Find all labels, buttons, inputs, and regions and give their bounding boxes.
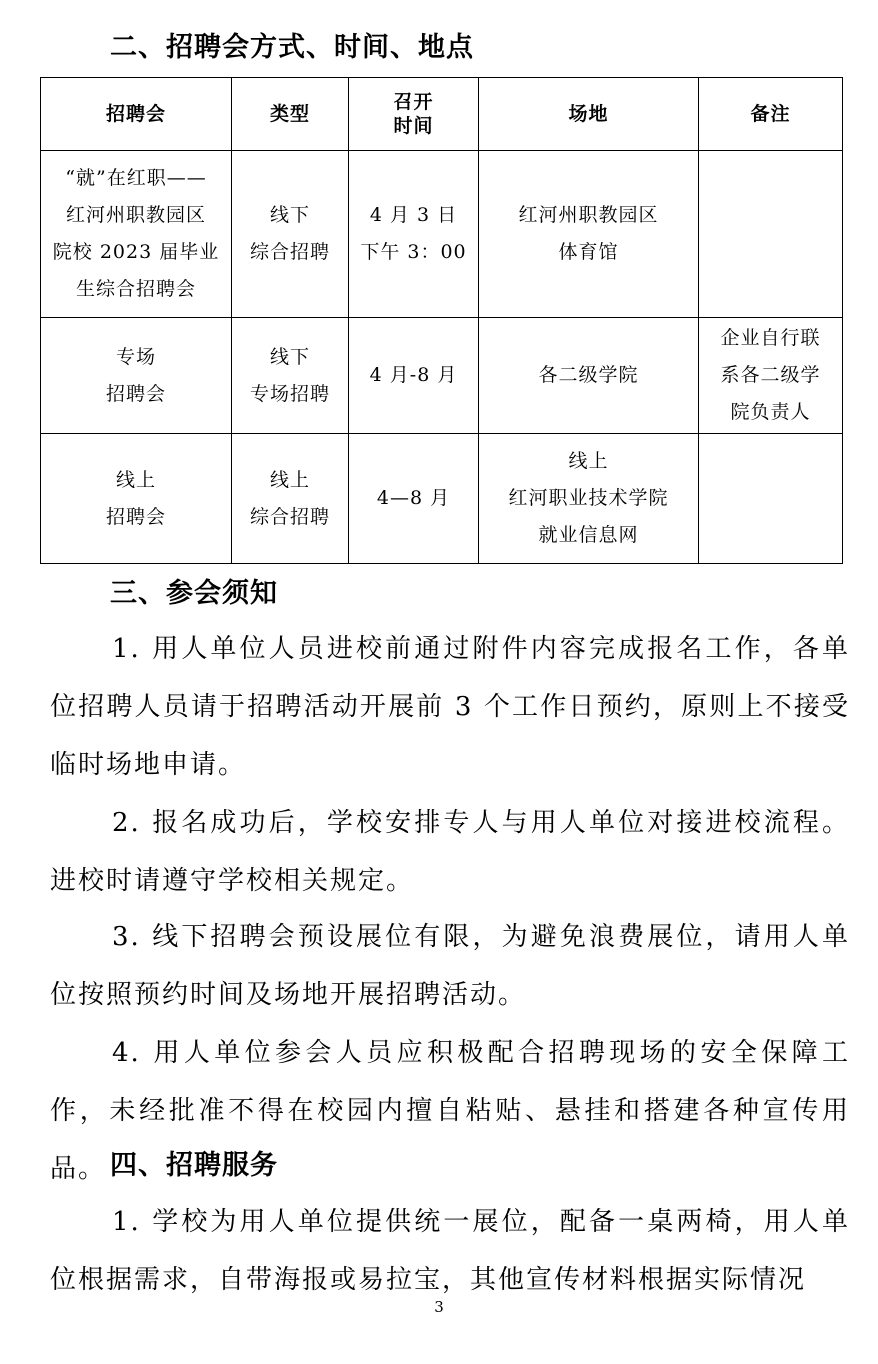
cell-line: 红河职业技术学院 [508, 487, 669, 509]
section-heading-3: 三、参会须知 [110, 578, 278, 609]
cell-line: 4 月-8 月 [369, 364, 458, 386]
cell-line: 院校 2023 届毕业 [52, 241, 220, 263]
table-cell-note [699, 151, 843, 318]
cell-line: 就业信息网 [538, 524, 639, 546]
paragraph: 1. 学校为用人单位提供统一展位，配备一桌两椅，用人单位根据需求，自带海报或易拉宝，其他宣传材料根据实际情况 [50, 1207, 850, 1295]
cell-line: 红河州职教园区 [518, 204, 659, 226]
cell-line: 线上 [269, 468, 310, 491]
cell-line: 4 月 3 日 [369, 204, 458, 226]
page-number: 3 [434, 1298, 444, 1316]
paragraph: 4. 用人单位参会人员应积极配合招聘现场的安全保障工作，未经批准不得在校园内擅自粘贴、悬挂和搭建各种宣传用品。 [50, 1038, 850, 1184]
table-cell-venue [479, 434, 699, 564]
cell-line: 线上 [115, 468, 156, 491]
table-row [41, 434, 843, 564]
cell-line: “就”在红职—— [65, 167, 207, 189]
table-cell-name [41, 151, 232, 318]
table-cell-note [699, 318, 843, 434]
paragraph: 1. 用人单位人员进校前通过附件内容完成报名工作，各单位招聘人员请于招聘活动开展前 3 个工作日预约，原则上不接受临时场地申请。 [50, 634, 850, 780]
table-cell-note [699, 434, 843, 564]
header-line: 召开 [393, 91, 434, 113]
recruitment-schedule-table [40, 77, 843, 564]
table-cell-name [41, 318, 232, 434]
section-heading-2: 二、招聘会方式、时间、地点 [110, 32, 474, 63]
table-cell-time [349, 318, 479, 434]
paragraph: 3. 线下招聘会预设展位有限，为避免浪费展位，请用人单位按照预约时间及场地开展招聘活动。 [50, 922, 850, 1010]
header-line: 时间 [393, 115, 434, 137]
table-cell-time [349, 151, 479, 318]
header-cell-venue: 场地 [479, 78, 699, 151]
header-cell-note: 备注 [699, 78, 843, 151]
table-cell-venue [479, 151, 699, 318]
cell-line: 各二级学院 [538, 364, 639, 386]
table-cell-type [232, 318, 349, 434]
cell-line: 专场招聘 [249, 382, 330, 405]
cell-line: 系各二级学 [720, 364, 821, 386]
cell-line: 招聘会 [105, 382, 166, 405]
paragraph: 2. 报名成功后，学校安排专人与用人单位对接进校流程。进校时请遵守学校相关规定。 [50, 808, 850, 896]
table-row [41, 151, 843, 318]
table-cell-type [232, 151, 349, 318]
cell-line: 下午 3：00 [360, 241, 467, 263]
cell-line: 企业自行联 [720, 327, 821, 349]
header-cell-fair: 招聘会 [41, 78, 232, 151]
cell-line: 专场 [115, 345, 156, 368]
cell-line: 线上 [568, 450, 609, 472]
cell-line: 招聘会 [105, 505, 166, 528]
cell-line: 线下 [269, 345, 310, 368]
cell-line: 院负责人 [730, 401, 811, 423]
header-cell-time [349, 78, 479, 151]
table-cell-name [41, 434, 232, 564]
table-cell-type [232, 434, 349, 564]
cell-line: 线下 [269, 204, 310, 226]
table-header-row [41, 78, 843, 151]
section-heading-4: 四、招聘服务 [110, 1150, 278, 1181]
cell-line: 综合招聘 [249, 505, 330, 528]
table-row [41, 318, 843, 434]
cell-line: 4—8 月 [376, 487, 451, 509]
cell-line: 综合招聘 [249, 241, 330, 263]
table-cell-venue [479, 318, 699, 434]
cell-line: 生综合招聘会 [75, 278, 196, 300]
table-cell-time [349, 434, 479, 564]
header-cell-type: 类型 [232, 78, 349, 151]
cell-line: 红河州职教园区 [65, 204, 206, 226]
cell-line: 体育馆 [558, 241, 619, 263]
